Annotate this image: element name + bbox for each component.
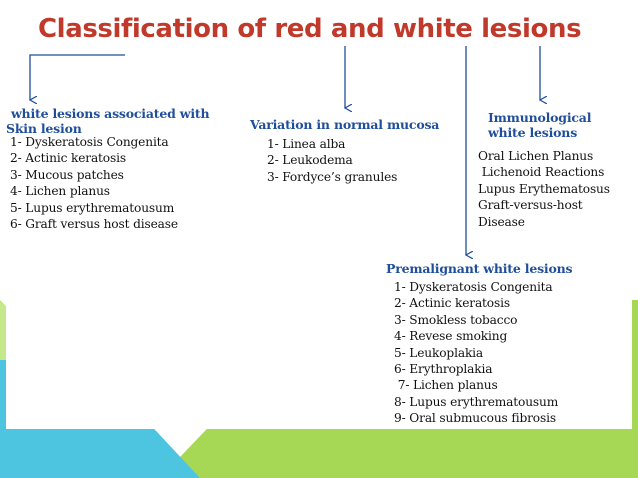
list-item: Graft-versus-host — [478, 198, 583, 213]
normal-mucosa-heading: Variation in normal mucosa — [250, 117, 440, 132]
list-item: Lupus Erythematosus — [478, 181, 610, 196]
list-item: 2- Actinic keratosis — [394, 296, 510, 311]
list-item: 6- Erythroplakia — [394, 362, 493, 377]
list-item: 7- Lichen planus — [394, 378, 498, 393]
skin-lesions-list — [10, 134, 178, 232]
skin-lesions-heading-line2: Skin lesion — [6, 121, 82, 136]
skin-lesions-heading — [6, 106, 246, 136]
immunological-list — [478, 148, 610, 230]
list-item: 3- Smokless tobacco — [394, 312, 518, 327]
list-item: 3- Mucous patches — [10, 167, 124, 182]
list-item: Oral Lichen Planus — [478, 149, 594, 163]
immunological-heading-line2: white lesions — [488, 125, 578, 140]
list-item: 4- Lichen planus — [10, 184, 110, 199]
immunological-heading-line1: Immunological — [488, 110, 592, 125]
list-item: 5- Leukoplakia — [394, 345, 484, 360]
list-item: 3- Fordyce’s granules — [267, 169, 398, 184]
skin-lesions-heading-line1: white lesions associated with — [11, 106, 210, 121]
list-item: 2- Actinic keratosis — [10, 151, 126, 166]
list-item: 8- Lupus erythrematousum — [394, 394, 559, 409]
list-item: 2- Leukodema — [267, 153, 353, 168]
slide-title: Classification of red and white lesions — [38, 14, 582, 44]
premalignant-heading: Premalignant white lesions — [386, 261, 573, 276]
list-item: 1- Dyskeratosis Congenita — [394, 280, 553, 294]
list-item: 1- Linea alba — [267, 137, 346, 151]
list-item: 6- Graft versus host disease — [10, 217, 178, 232]
premalignant-list — [394, 279, 558, 427]
arrow-to-skin-lesions — [30, 55, 125, 100]
list-item: 5- Lupus erythrematousum — [10, 200, 175, 215]
immunological-heading — [488, 110, 591, 140]
list-item: Disease — [478, 214, 525, 229]
normal-mucosa-list — [267, 136, 397, 185]
list-item: 9- Oral submucous fibrosis — [394, 411, 556, 426]
list-item: 4- Revese smoking — [394, 329, 508, 344]
list-item: Lichenoid Reactions — [478, 165, 605, 180]
list-item: 1- Dyskeratosis Congenita — [10, 135, 169, 149]
